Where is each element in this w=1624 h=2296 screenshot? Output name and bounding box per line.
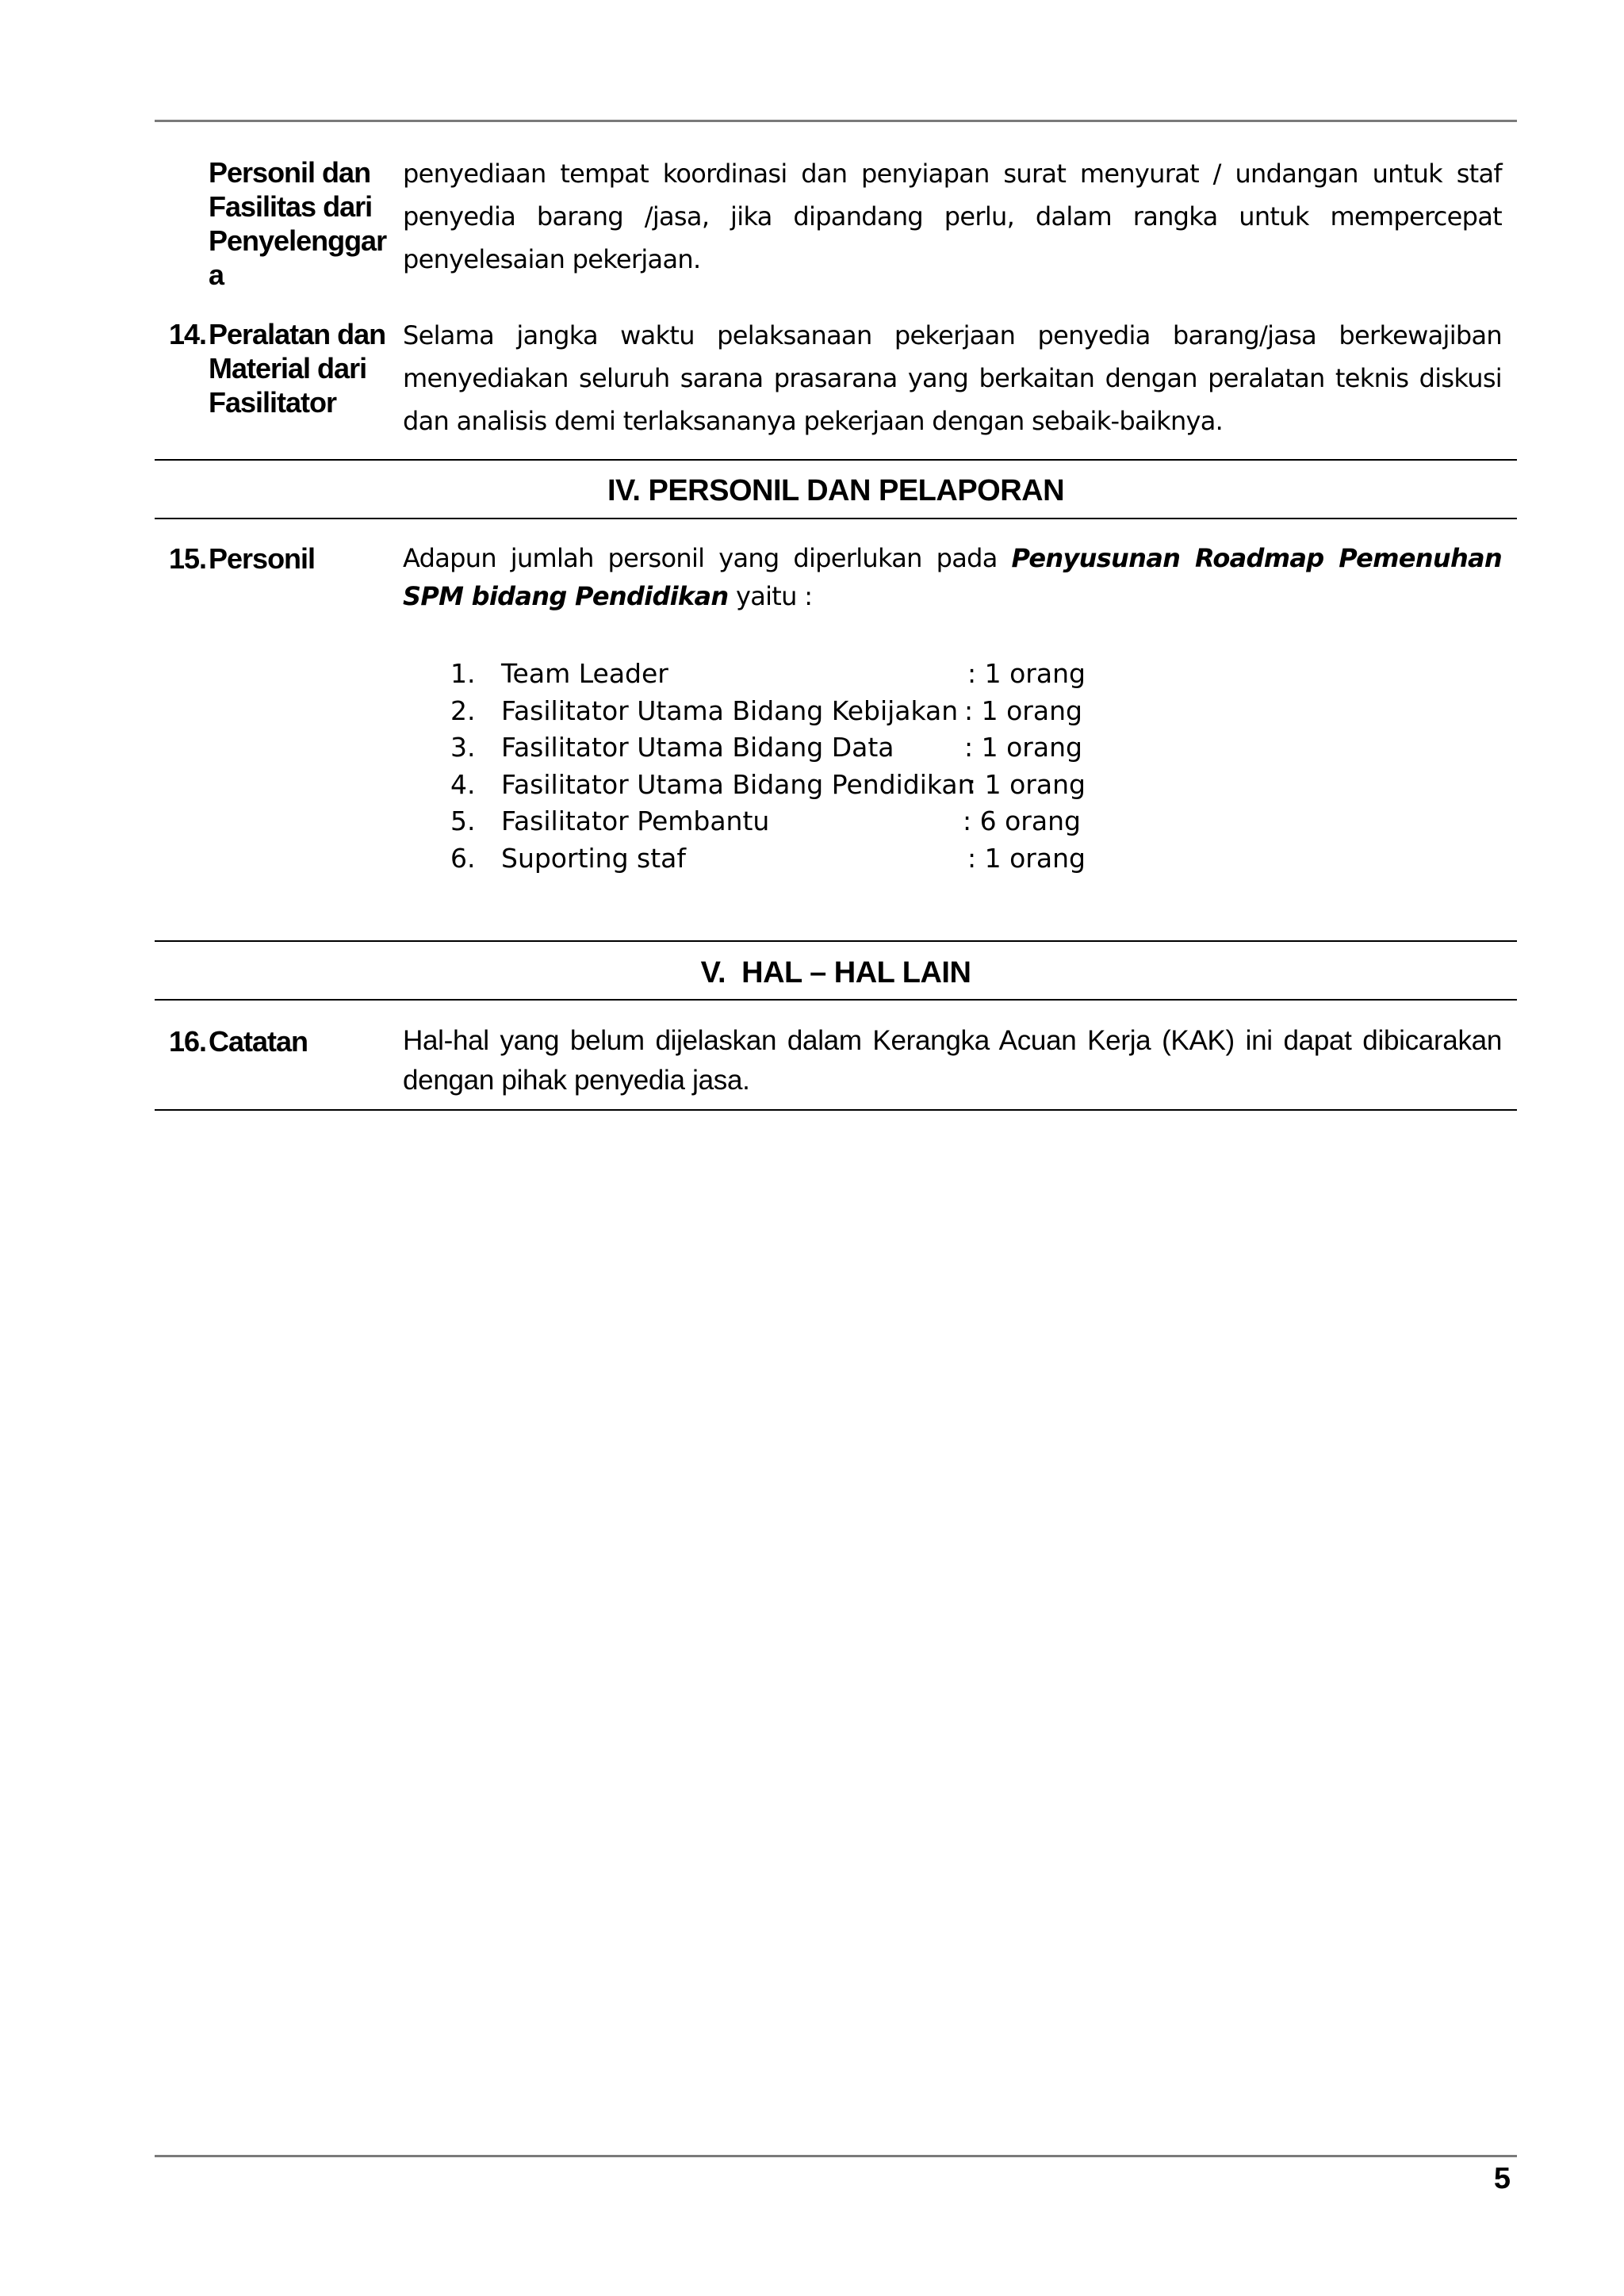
list-role: Fasilitator Utama Bidang Kebijakan [501,695,959,726]
list-count: : 1 orang [967,658,1086,689]
label-line: Personil dan [209,156,371,189]
label-line: Peralatan dan [209,318,386,350]
label-line: Fasilitator [209,386,337,419]
list-count: : 1 orang [964,695,1082,726]
section-heading-v: V. HAL – HAL LAIN [700,956,971,989]
section-number: 14. [169,318,207,350]
list-count: : 1 orang [964,732,1082,763]
label-line: Material dari [209,352,367,385]
section-label-peralatan [169,317,386,419]
section-body-personil-fasilitas: penyediaan tempat koordinasi dan penyiapan surat menyurat / undangan untuk staf penyedia barang /jasa, jika dipandang perlu, dalam rangka untuk mempercepat penyelesaian pekerjaan. [403,159,1502,274]
label-line: Fasilitas dari [209,190,373,223]
list-role: Fasilitator Pembantu [501,806,770,836]
body-emphasis: Penyusunan Roadmap Pemenuhan SPM bidang Pendidikan [403,543,1503,611]
body-text: Adapun jumlah personil yang diperlukan pada [403,543,1012,573]
label-line: a [209,258,224,291]
footer-rule [155,2155,1517,2157]
body-text: yaitu : [728,581,813,611]
section-rule [155,518,1517,519]
list-role: Fasilitator Utama Bidang Data [501,732,894,763]
list-count: : 1 orang [967,768,1086,800]
list-count: : 6 orang [963,806,1081,836]
section-body-peralatan: Selama jangka waktu pelaksanaan pekerjaan penyedia barang/jasa berkewajiban menyediakan seluruh sarana prasarana yang berkaitan dengan peralatan teknis diskusi dan analisis demi terlaksananya pekerjaan dengan sebaik-baiknya. [403,320,1502,436]
section-rule [155,459,1517,461]
section-rule [155,999,1517,1001]
list-number: 5. [450,806,476,836]
section-label-personil [169,541,316,576]
label-line: Personil [209,542,316,575]
list-role: Fasilitator Utama Bidang Pendidikan [501,768,975,800]
page-number: 5 [1493,2162,1511,2195]
section-number: 16. [169,1025,207,1058]
list-number: 6. [450,842,476,874]
header-rule [155,120,1517,122]
list-number: 3. [450,732,476,763]
section-number: 15. [169,542,207,575]
list-role: Suporting staf [501,842,686,874]
list-number: 4. [450,768,476,800]
list-number: 1. [450,658,476,689]
label-line: Catatan [209,1025,308,1058]
label-line: Penyelenggar [209,224,387,257]
section-rule [155,1109,1517,1111]
section-body-catatan: Hal-hal yang belum dijelaskan dalam Kerangka Acuan Kerja (KAK) ini dapat dibicarakan dengan pihak penyedia jasa. [403,1025,1502,1096]
list-number: 2. [450,695,476,726]
section-heading-iv: IV. PERSONIL DAN PELAPORAN [607,474,1065,507]
section-body-personil [403,539,1502,615]
list-role: Team Leader [501,658,668,689]
section-rule [155,940,1517,942]
list-count: : 1 orang [967,842,1086,874]
section-label-catatan [169,1024,308,1058]
section-label-personil-fasilitas [209,155,386,292]
